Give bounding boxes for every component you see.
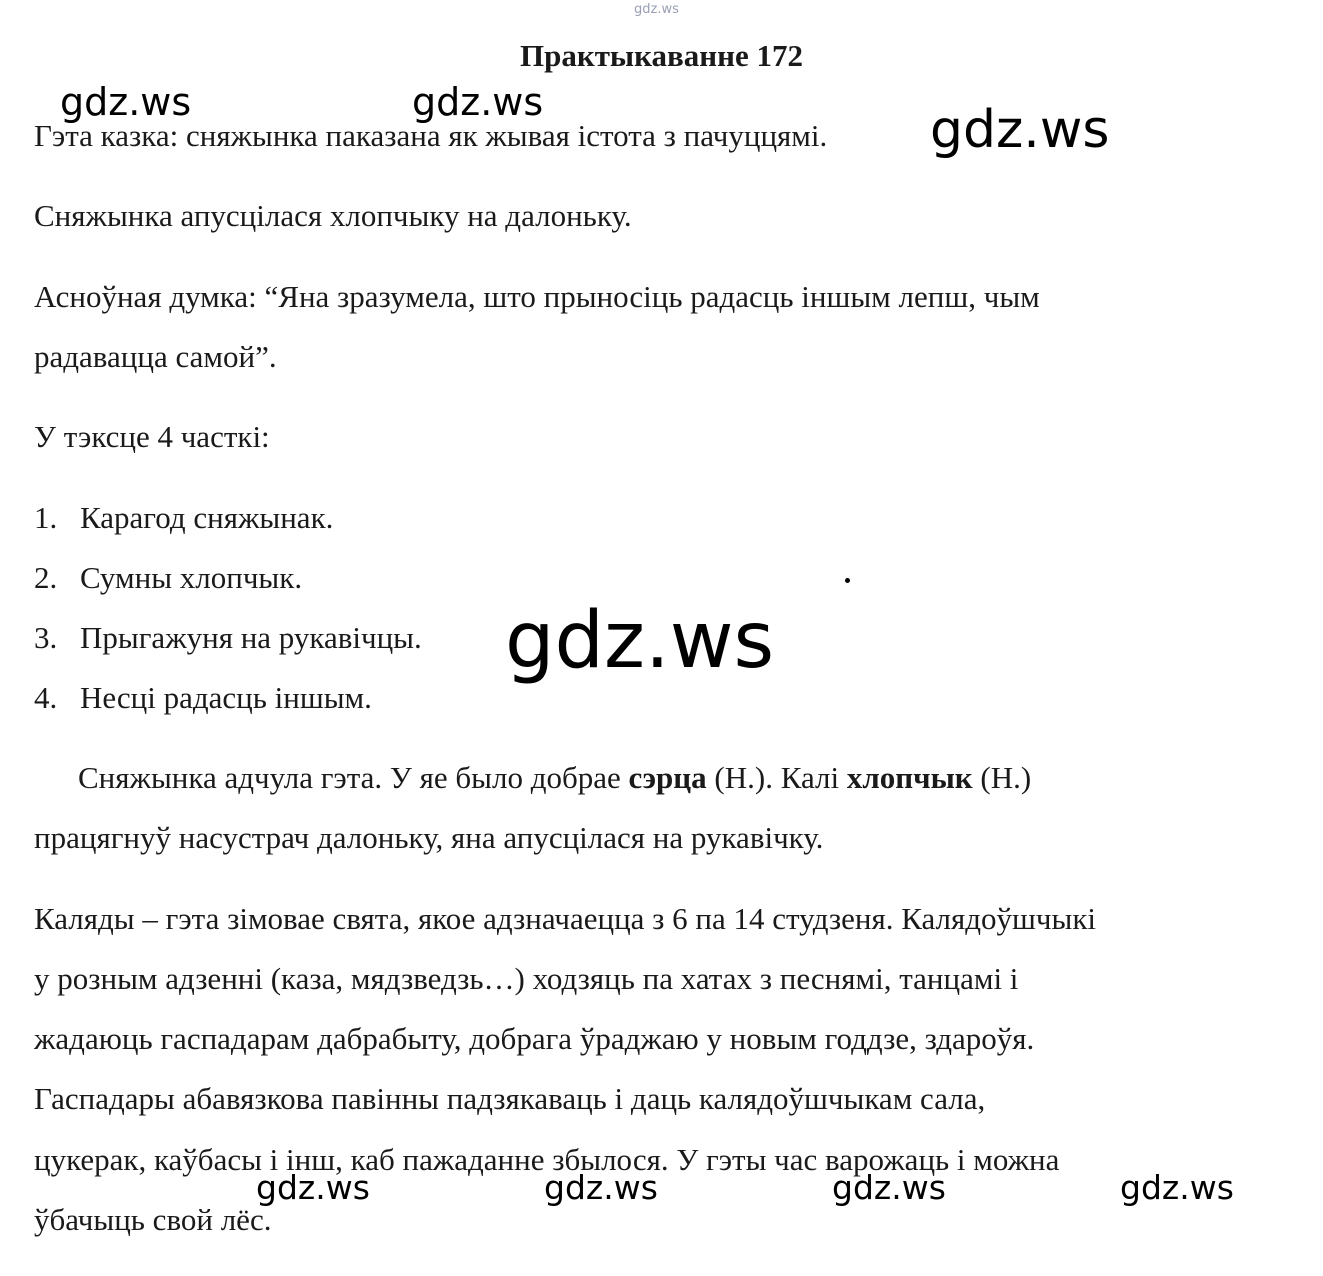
text-run: (Н.). Калі (706, 760, 847, 795)
text-line: Каляды – гэта зімовае свята, якое адзначаецца з 6 па 14 студзеня. Калядоўшчыкі (34, 901, 1096, 936)
paragraph-event: Сняжынка апусцілася хлопчыку на далоньку. (34, 198, 632, 233)
list-item-number: 1. (34, 500, 58, 535)
watermark: gdz.ws (256, 1168, 370, 1207)
list-item-number: 2. (34, 560, 58, 595)
watermark: gdz.ws (1120, 1168, 1234, 1207)
watermark: gdz.ws (832, 1168, 946, 1207)
watermark: gdz.ws (930, 100, 1110, 160)
paragraph-grammar-line2: працягнуў насустрач далоньку, яна апусцілася на рукавічку. (34, 820, 824, 855)
text-run: (Н.) (972, 760, 1032, 795)
watermark-top: gdz.ws (634, 2, 679, 17)
stray-dot (845, 578, 850, 583)
exercise-title: Практыкаванне 172 (519, 38, 803, 73)
bold-word-heart: сэрца (628, 760, 707, 795)
text-line: жадаюць гаспадарам дабрабыту, добрага ўраджаю у новым годдзе, здароўя. (34, 1021, 1035, 1056)
text-line: цукерак, каўбасы і інш, каб пажаданне збылося. У гэты час варожаць і можна (34, 1142, 1060, 1177)
text-line: ўбачыць свой лёс. (34, 1202, 272, 1237)
bold-word-boy: хлопчык (846, 760, 973, 795)
text-run: Сняжынка адчула гэта. У яе было добрае (78, 760, 629, 795)
text-line: у розным адзенні (каза, мядзведзь…) ходзяць па хатах з песнямі, танцамі і (34, 961, 1019, 996)
watermark: gdz.ws (544, 1168, 658, 1207)
list-item-text: Прыгажуня на рукавічцы. (80, 620, 422, 655)
paragraph-main-idea-line2: радавацца самой”. (34, 339, 277, 374)
list-item-text: Несці радасць іншым. (80, 680, 372, 715)
list-item-text: Сумны хлопчык. (80, 560, 303, 595)
paragraph-genre: Гэта казка: сняжынка паказана як жывая істота з пачуццямі. (34, 118, 828, 153)
watermark: gdz.ws (505, 596, 775, 686)
paragraph-grammar-line1 (78, 760, 1031, 796)
list-item-number: 4. (34, 680, 58, 715)
list-item-text: Карагод сняжынак. (80, 500, 334, 535)
text-line: Гаспадары абавязкова павінны падзякаваць і даць калядоўшчыкам сала, (34, 1081, 986, 1116)
watermark: gdz.ws (412, 80, 544, 124)
list-item-number: 3. (34, 620, 58, 655)
paragraph-main-idea-line1: Асноўная думка: “Яна зразумела, што прыносіць радасць іншым лепш, чым (34, 279, 1040, 314)
paragraph-parts-intro: У тэксце 4 часткі: (34, 419, 270, 454)
watermark: gdz.ws (60, 80, 192, 124)
